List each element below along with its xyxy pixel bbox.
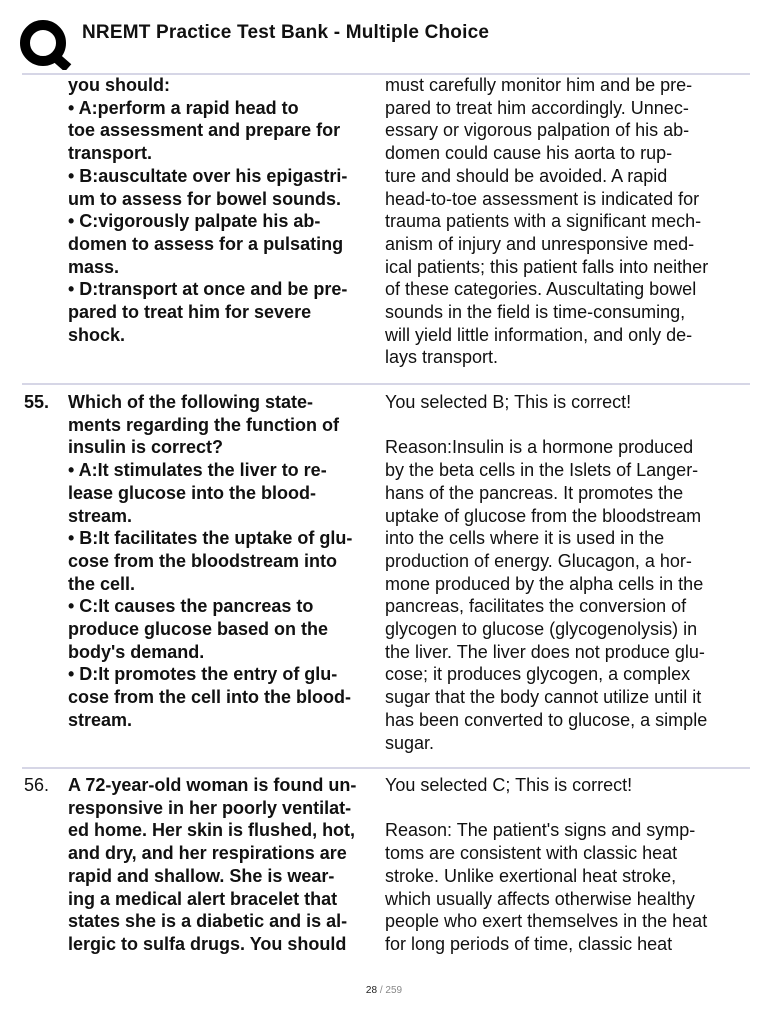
- question-line: A 72-year-old woman is found un-: [68, 775, 357, 795]
- question-line: shock.: [68, 324, 126, 345]
- question-line: and dry, and her respirations are: [68, 843, 347, 864]
- answer-result: You selected C; This is correct!: [385, 775, 633, 795]
- answer-line: ture and should be avoided. A rapid: [385, 165, 668, 186]
- answer-line: essary or vigorous palpation of his ab-: [385, 120, 690, 141]
- answer-line: [385, 414, 745, 437]
- question-line: stream.: [68, 505, 133, 526]
- question-line: • D:It promotes the entry of glu-: [68, 664, 338, 685]
- answer-line: hans of the pancreas. It promotes the: [385, 482, 684, 503]
- answer-line: ical patients; this patient falls into neither: [385, 256, 709, 277]
- q-logo-icon: [18, 18, 72, 70]
- answer-line: sugar that the body cannot utilize until it: [385, 687, 702, 708]
- question-line: • D:transport at once and be pre-: [68, 279, 348, 300]
- answer-line: Reason:Insulin is a hormone produced: [385, 437, 694, 458]
- question-line: toe assessment and prepare for: [68, 120, 341, 141]
- question-text: [68, 774, 384, 956]
- answer-result: You selected B; This is correct!: [385, 392, 632, 412]
- question-line: lease glucose into the blood-: [68, 482, 317, 503]
- question-line: insulin is correct?: [68, 437, 224, 458]
- question-line: body's demand.: [68, 641, 205, 662]
- question-line: • A:It stimulates the liver to re-: [68, 460, 327, 481]
- answer-explanation: [385, 391, 745, 754]
- answer-line: uptake of glucose from the bloodstream: [385, 505, 702, 526]
- question-line: • B:It facilitates the uptake of glu-: [68, 528, 353, 549]
- question-line: pared to treat him for severe: [68, 302, 312, 323]
- question-line: transport.: [68, 143, 153, 164]
- current-page: 28: [365, 985, 378, 996]
- divider: [22, 383, 750, 385]
- question-line: states she is a diabetic and is al-: [68, 911, 348, 932]
- answer-line: domen could cause his aorta to rup-: [385, 143, 673, 164]
- question-line: cose from the bloodstream into: [68, 550, 338, 571]
- question-line: domen to assess for a pulsating: [68, 233, 344, 254]
- page-indicator: [0, 985, 768, 996]
- answer-line: head-to-toe assessment is indicated for: [385, 188, 700, 209]
- question-line: • C:It causes the pancreas to: [68, 596, 314, 617]
- question-line: stream.: [68, 709, 133, 730]
- total-pages: 259: [385, 985, 403, 996]
- question-line: you should:: [68, 75, 170, 95]
- answer-line: mone produced by the alpha cells in the: [385, 573, 704, 594]
- answer-line: anism of injury and unresponsive med-: [385, 233, 695, 254]
- question-line: Which of the following state-: [68, 392, 313, 412]
- answer-line: production of energy. Glucagon, a hor-: [385, 550, 692, 571]
- question-line: lergic to sulfa drugs. You should: [68, 933, 347, 954]
- answer-line: has been converted to glucose, a simple: [385, 709, 708, 730]
- question-line: rapid and shallow. She is wear-: [68, 865, 335, 886]
- answer-line: by the beta cells in the Islets of Langer-: [385, 460, 699, 481]
- answer-line: must carefully monitor him and be pre-: [385, 75, 693, 95]
- answer-line: lays transport.: [385, 347, 499, 368]
- answer-line: people who exert themselves in the heat: [385, 911, 708, 932]
- answer-line: pared to treat him accordingly. Unnec-: [385, 97, 689, 118]
- question-text: [68, 391, 384, 732]
- answer-line: sounds in the field is time-consuming,: [385, 302, 686, 323]
- question-line: mass.: [68, 256, 120, 277]
- question-text: [68, 74, 384, 346]
- answer-line: which usually affects otherwise healthy: [385, 888, 695, 909]
- question-line: • A:perform a rapid head to: [68, 97, 299, 118]
- question-line: • C:vigorously palpate his ab-: [68, 211, 321, 232]
- question-number: 56.: [24, 775, 50, 795]
- divider: [22, 767, 750, 769]
- answer-line: the liver. The liver does not produce glu-: [385, 641, 705, 662]
- answer-line: will yield little information, and only de-: [385, 324, 693, 345]
- answer-line: toms are consistent with classic heat: [385, 843, 678, 864]
- answer-explanation: [385, 74, 745, 369]
- question-line: ed home. Her skin is flushed, hot,: [68, 820, 356, 841]
- answer-line: sugar.: [385, 732, 435, 753]
- answer-line: into the cells where it is used in the: [385, 528, 665, 549]
- answer-line: trauma patients with a significant mech-: [385, 211, 702, 232]
- answer-line: pancreas, facilitates the conversion of: [385, 596, 687, 617]
- answer-line: of these categories. Auscultating bowel: [385, 279, 697, 300]
- answer-line: [385, 797, 745, 820]
- answer-line: Reason: The patient's signs and symp-: [385, 820, 696, 841]
- question-number: 55.: [24, 392, 50, 412]
- answer-line: glycogen to glucose (glycogenolysis) in: [385, 619, 698, 640]
- answer-line: stroke. Unlike exertional heat stroke,: [385, 865, 677, 886]
- question-line: ing a medical alert bracelet that: [68, 888, 338, 909]
- question-line: • B:auscultate over his epigastri-: [68, 165, 348, 186]
- answer-line: cose; it produces glycogen, a complex: [385, 664, 691, 685]
- question-line: um to assess for bowel sounds.: [68, 188, 342, 209]
- question-line: produce glucose based on the: [68, 619, 329, 640]
- page-separator: /: [377, 985, 386, 996]
- answer-explanation: [385, 774, 745, 956]
- question-line: cose from the cell into the blood-: [68, 687, 352, 708]
- question-line: responsive in her poorly ventilat-: [68, 797, 352, 818]
- page-title: NREMT Practice Test Bank - Multiple Choice: [82, 22, 490, 43]
- question-line: the cell.: [68, 573, 136, 594]
- answer-line: for long periods of time, classic heat: [385, 933, 673, 954]
- question-line: ments regarding the function of: [68, 414, 340, 435]
